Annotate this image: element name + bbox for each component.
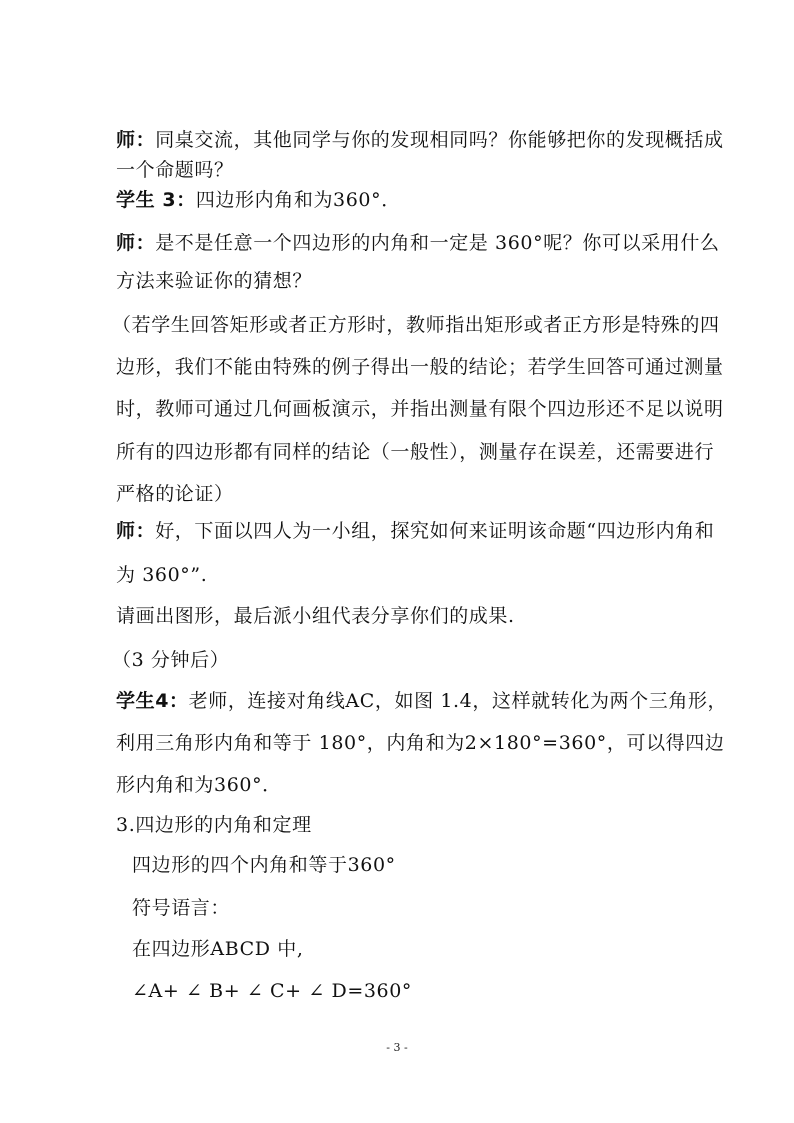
paragraph-text: 边形，我们不能由特殊的例子得出一般的结论；若学生回答可通过测量 [116,356,724,378]
paragraph-text: 符号语言： [132,897,231,919]
note-line-1 [112,313,720,337]
speaker-label: 师： [116,520,156,542]
drawing-instruction [116,604,515,628]
section-heading [116,813,312,837]
note-line-3 [116,397,724,421]
paragraph-text: 是不是任意一个四边形的内角和一定是 360°呢？你可以采用什么 [155,232,720,254]
paragraph-text: 一个命题吗？ [116,159,234,181]
paragraph-text: （3 分钟后） [112,649,230,671]
paragraph-text: （若学生回答矩形或者正方形时，教师指出矩形或者正方形是特殊的四 [112,314,720,336]
paragraph-text: 老师，连接对角线AC，如图 1.4，这样就转化为两个三角形， [188,690,728,712]
student4-answer-line-2 [116,731,724,755]
paragraph-text: 同桌交流，其他同学与你的发现相同吗？你能够把你的发现概括成 [155,129,724,151]
page-number: - 3 - [386,1041,408,1054]
student4-answer-line-3 [116,773,282,797]
teacher-instruction-line-1 [116,519,714,543]
paragraph-text: 严格的论证） [116,483,234,505]
paragraph-text: 在四边形ABCD 中, [132,938,304,960]
paragraph-text: ∠A+ ∠ B+ ∠ C+ ∠ D=360° [132,980,413,1002]
teacher-question-line-2 [116,158,234,182]
paragraph-text: 3.四边形的内角和定理 [116,814,312,836]
note-line-5 [116,482,234,506]
teacher-question2-line-1 [116,231,720,255]
paragraph-text: 四边形的四个内角和等于360° [132,854,396,876]
paragraph-text: 形内角和为360°． [116,774,282,796]
teacher-question-line-1 [116,128,724,152]
note-line-2 [116,355,724,379]
paragraph-text: 四边形内角和为360°． [195,189,401,211]
paragraph-text: 请画出图形，最后派小组代表分享你们的成果. [116,605,515,627]
paragraph-text: 时，教师可通过几何画板演示，并指出测量有限个四边形还不足以说明 [116,398,724,420]
speaker-label: 学生4： [116,690,189,712]
teacher-instruction-line-2 [116,563,207,587]
paragraph-text: 利用三角形内角和等于 180°，内角和为2×180°=360°，可以得四边 [116,732,725,754]
quadrilateral-condition [132,937,304,961]
paragraph-text: 方法来验证你的猜想？ [116,270,313,292]
speaker-label: 师： [116,232,156,254]
theorem-statement [132,853,396,877]
student4-answer-line-1 [116,689,727,713]
speaker-label: 师： [116,129,156,151]
note-line-4 [116,440,714,464]
teacher-question2-line-2 [116,269,312,293]
paragraph-text: 所有的四边形都有同样的结论（一般性），测量存在误差，还需要进行 [116,441,715,463]
symbolic-language-label [132,896,230,920]
angle-sum-formula [132,979,412,1003]
time-note [112,648,229,672]
paragraph-text: 为 360°”. [116,564,208,586]
speaker-label: 学生 3： [116,189,196,211]
paragraph-text: 好，下面以四人为一小组，探究如何来证明该命题“四边形内角和 [155,520,715,542]
student3-answer [116,188,401,212]
